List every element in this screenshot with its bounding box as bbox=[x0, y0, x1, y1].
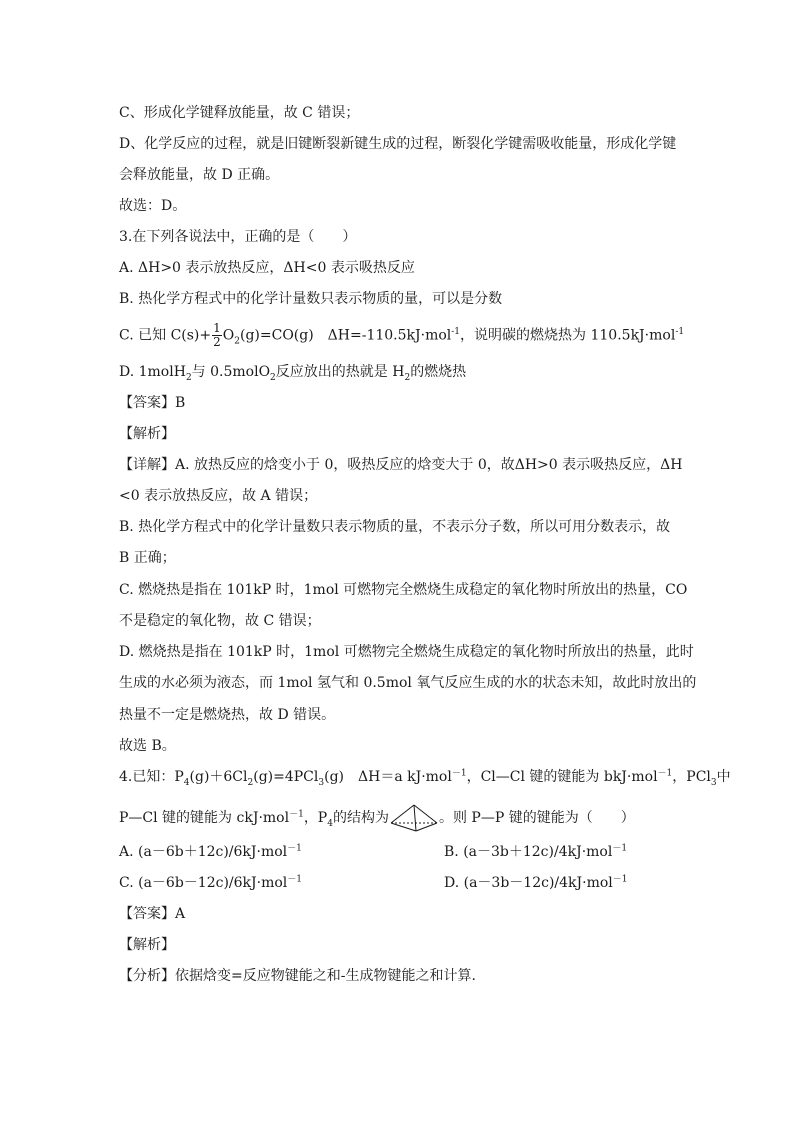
subscript: 2 bbox=[270, 372, 276, 383]
subscript: 2 bbox=[185, 372, 192, 383]
stem-part: 中 bbox=[716, 769, 731, 785]
question-3-detail-line2: <0 表示放热反应，故 A 错误； bbox=[119, 488, 318, 504]
question-3-detail-line6: 不是稳定的氧化物，故 C 错误； bbox=[119, 613, 321, 629]
question-3-detail-line1: 【详解】A. 放热反应的焓变小于 0，吸热反应的焓变大于 0，故ΔH>0 表示吸热反应，ΔH bbox=[119, 457, 683, 473]
question-3-detail-line5: C. 燃烧热是指在 101kP 时，1mol 可燃物完全燃烧生成稳定的氧化物时所放出的热量，CO bbox=[119, 582, 688, 598]
superscript: －1 bbox=[657, 768, 673, 779]
question-3-detail-line7: D. 燃烧热是指在 101kP 时，1mol 可燃物完全燃烧生成稳定的氧化物时所放出的热量，此时 bbox=[119, 644, 694, 660]
stem-part: 的结构为 bbox=[332, 810, 389, 826]
stem-part: 。则 P—P 键的键能为（ ） bbox=[438, 810, 635, 826]
fraction-one-half bbox=[212, 322, 222, 349]
subscript: 4 bbox=[183, 777, 190, 788]
question-3-detail-line3: B. 热化学方程式中的化学计量数只表示物质的量，不表示分子数，所以可用分数表示，故 bbox=[119, 519, 671, 535]
question-3-analysis-heading: 【解析】 bbox=[119, 426, 175, 442]
question-4-hint: 【分析】依据焓变=反应物键能之和-生成物键能之和计算. bbox=[119, 968, 476, 984]
question-4-analysis-heading: 【解析】 bbox=[119, 937, 175, 953]
prev-option-d-explanation-line2: 会释放能量，故 D 正确。 bbox=[119, 167, 280, 183]
stem-part: (g) ΔH＝a kJ·mol bbox=[324, 769, 452, 785]
question-4-option-b bbox=[444, 842, 627, 862]
subscript: 3 bbox=[710, 777, 717, 788]
unit-superscript: -1 bbox=[451, 326, 461, 337]
question-4-answer: 【答案】A bbox=[119, 906, 186, 922]
prev-option-c-explanation: C、形成化学键释放能量，故 C 错误； bbox=[119, 105, 360, 121]
prev-option-d-explanation-line1: D、化学反应的过程，就是旧键断裂新键生成的过程，断裂化学键需吸收能量，形成化学键 bbox=[119, 136, 677, 152]
option-text: C. (a－6b－12c)/6kJ·mol bbox=[119, 875, 288, 891]
stem-part: ，Cl—Cl 键的键能为 bkJ·mol bbox=[466, 769, 658, 785]
superscript: －1 bbox=[289, 809, 304, 820]
superscript: －1 bbox=[451, 768, 467, 779]
question-4-stem-line1 bbox=[119, 767, 731, 787]
question-3-option-a: A. ΔH>0 表示放热反应，ΔH<0 表示吸热反应 bbox=[119, 260, 415, 276]
option-text: A. (a－6b＋12c)/6kJ·mol bbox=[119, 844, 288, 860]
fraction-denominator: 2 bbox=[213, 335, 221, 349]
question-3-detail-line9: 热量不一定是燃烧热，故 D 错误。 bbox=[119, 707, 336, 723]
superscript: －1 bbox=[612, 843, 628, 854]
option-c-prefix: C. 已知 C(s)+ bbox=[119, 327, 212, 344]
question-4-option-a bbox=[119, 842, 302, 862]
superscript: －1 bbox=[287, 843, 302, 854]
stem-part: P—Cl 键的键能为 ckJ·mol bbox=[119, 810, 290, 826]
oxygen-subscript: 2 bbox=[234, 336, 240, 347]
option-d-part: 反应放出的热就是 H bbox=[275, 364, 405, 380]
question-3-option-c bbox=[119, 322, 684, 349]
fraction-numerator: 1 bbox=[213, 321, 221, 335]
stem-part: ，P bbox=[303, 810, 328, 826]
stem-part: (g)=4PCl bbox=[253, 769, 319, 785]
subscript: 2 bbox=[404, 372, 411, 383]
oxygen-symbol: O bbox=[222, 327, 235, 344]
subscript: 2 bbox=[247, 777, 254, 788]
option-c-equation: (g)=CO(g) ΔH=-110.5kJ·mol bbox=[239, 327, 452, 344]
option-c-conclusion: ，说明碳的燃烧热为 110.5kJ·mol bbox=[460, 327, 676, 344]
prev-choice: 故选：D。 bbox=[119, 198, 187, 214]
question-3-option-d bbox=[119, 362, 466, 382]
question-3-detail-line8: 生成的水必须为液态，而 1mol 氢气和 0.5mol 氧气反应生成的水的状态未知，故此时放出的 bbox=[119, 675, 697, 691]
superscript: －1 bbox=[287, 874, 302, 885]
question-3-detail-line4: B 正确； bbox=[119, 550, 176, 566]
question-3-choice: 故选 B。 bbox=[119, 738, 176, 754]
option-text: B. (a－3b＋12c)/4kJ·mol bbox=[444, 844, 613, 860]
stem-part: 4.已知：P bbox=[119, 769, 184, 785]
question-4-option-c bbox=[119, 873, 302, 893]
option-d-part: 的燃烧热 bbox=[410, 364, 467, 380]
question-3-stem: 3.在下列各说法中，正确的是（ ） bbox=[119, 229, 357, 245]
unit-superscript-2: -1 bbox=[675, 326, 685, 337]
option-d-part: D. 1molH bbox=[119, 364, 186, 380]
question-4-option-d bbox=[444, 873, 628, 893]
option-text: D. (a－3b－12c)/4kJ·mol bbox=[444, 875, 613, 891]
subscript: 4 bbox=[327, 818, 333, 829]
option-d-part: 与 0.5molO bbox=[191, 364, 271, 380]
subscript: 3 bbox=[318, 777, 325, 788]
question-3-answer: 【答案】B bbox=[119, 395, 186, 411]
stem-part: (g)＋6Cl bbox=[189, 769, 248, 785]
question-3-option-b: B. 热化学方程式中的化学计量数只表示物质的量，可以是分数 bbox=[119, 291, 503, 307]
stem-part: ，PCl bbox=[672, 769, 711, 785]
question-4-stem-line2 bbox=[119, 803, 635, 833]
p4-tetrahedron-structure-icon bbox=[389, 803, 439, 833]
superscript: －1 bbox=[612, 874, 628, 885]
